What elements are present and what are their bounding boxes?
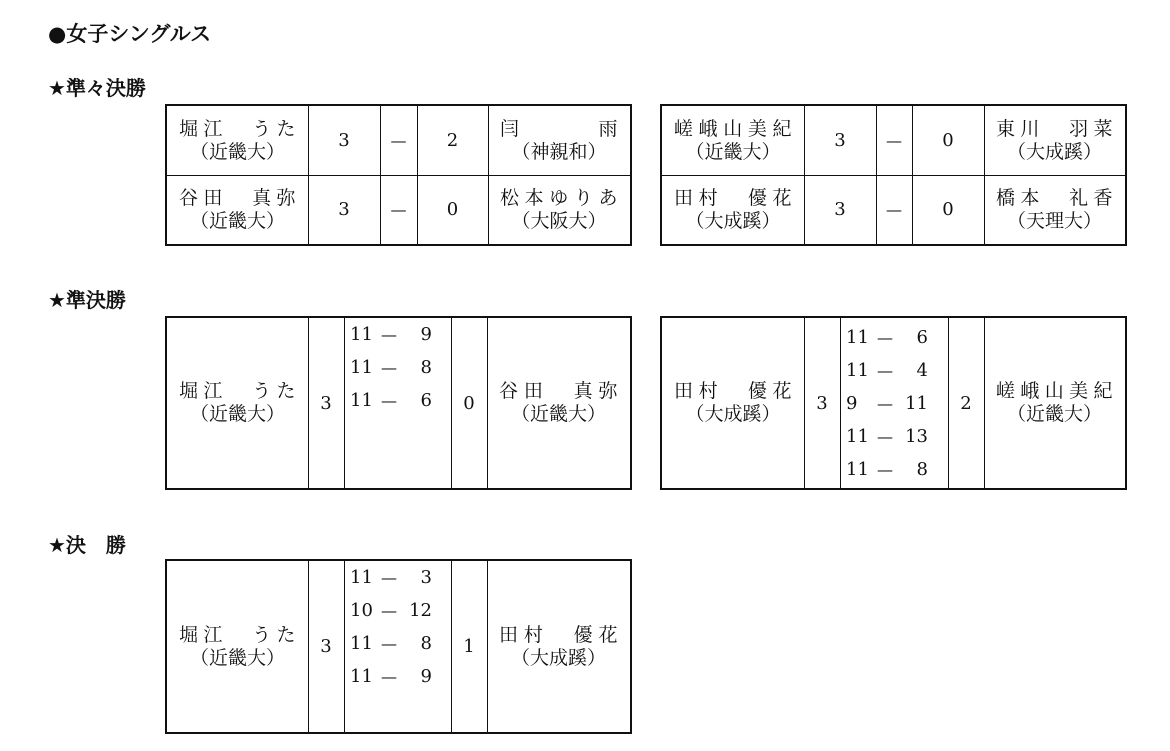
game-score-row: 11 — 13 [846,425,928,447]
player2: 田村 優花 （大成蹊） [499,623,618,669]
section-final: ★決 勝 [48,533,126,557]
game-score-row: 10 — 12 [350,600,432,621]
match-row [662,106,1125,175]
game-scores [344,318,451,488]
score-player1: 3 [834,199,846,220]
games-won-player1: 3 [320,636,332,657]
game-score-row: 11 — 8 [350,633,432,654]
player2: 闫 雨 （神親和） [500,117,618,163]
game-scores [344,561,451,732]
game-score-row: 9 — 11 [846,392,928,414]
game-score-row: 11 — 6 [846,326,928,348]
player1: 嵯峨山美紀 （近畿大） [674,117,792,163]
score-dash: — [886,200,902,219]
score-player1: 3 [338,130,350,151]
player1: 田村 優花 （大成蹊） [674,380,792,425]
score-dash: — [886,131,902,150]
game-score-row: 11 — 8 [350,357,432,378]
player2: 谷田 真弥 （近畿大） [499,380,618,425]
score-dash: — [390,131,407,150]
quarterfinal-table-left [165,104,632,246]
player1: 堀江 うた （近畿大） [179,623,296,669]
section-semifinal: ★準決勝 [48,288,126,312]
score-dash: — [390,200,407,219]
games-won-player1: 3 [816,392,828,414]
player1: 谷田 真弥 （近畿大） [179,186,296,232]
games-won-player2: 1 [463,636,475,657]
match-row [167,175,630,244]
game-score-row: 11 — 4 [846,359,928,381]
page-title: ●女子シングルス [48,22,212,46]
player2: 東川 羽菜 （大成蹊） [996,117,1113,163]
quarterfinal-table-right [660,104,1127,246]
player1: 堀江 うた （近畿大） [179,380,296,425]
player2: 橋本 礼香 （天理大） [996,186,1113,232]
game-score-row: 11 — 3 [350,567,432,588]
score-player2: 2 [446,130,459,151]
player2: 嵯峨山美紀 （近畿大） [996,380,1113,425]
final-table [165,559,632,734]
game-score-row: 11 — 9 [350,666,432,687]
game-score-row: 11 — 8 [846,458,928,480]
player1: 堀江 うた （近畿大） [179,117,296,163]
game-score-row: 11 — 9 [350,324,432,345]
games-won-player2: 2 [960,392,972,414]
semifinal-table-left [165,316,632,490]
games-won-player1: 3 [320,392,332,414]
score-player2: 0 [942,130,954,151]
game-scores [840,318,948,488]
section-quarterfinal: ★準々決勝 [48,76,146,100]
semifinal-table-right [660,316,1127,490]
game-score-row: 11 — 6 [350,390,432,411]
match-row [662,175,1125,244]
score-player2: 0 [446,199,459,220]
score-player2: 0 [942,199,954,220]
match-row [167,106,630,175]
player2: 松本ゆりあ （大阪大） [500,186,618,232]
player1: 田村 優花 （大成蹊） [674,186,792,232]
score-player1: 3 [338,199,350,220]
score-player1: 3 [834,130,846,151]
games-won-player2: 0 [463,392,475,414]
